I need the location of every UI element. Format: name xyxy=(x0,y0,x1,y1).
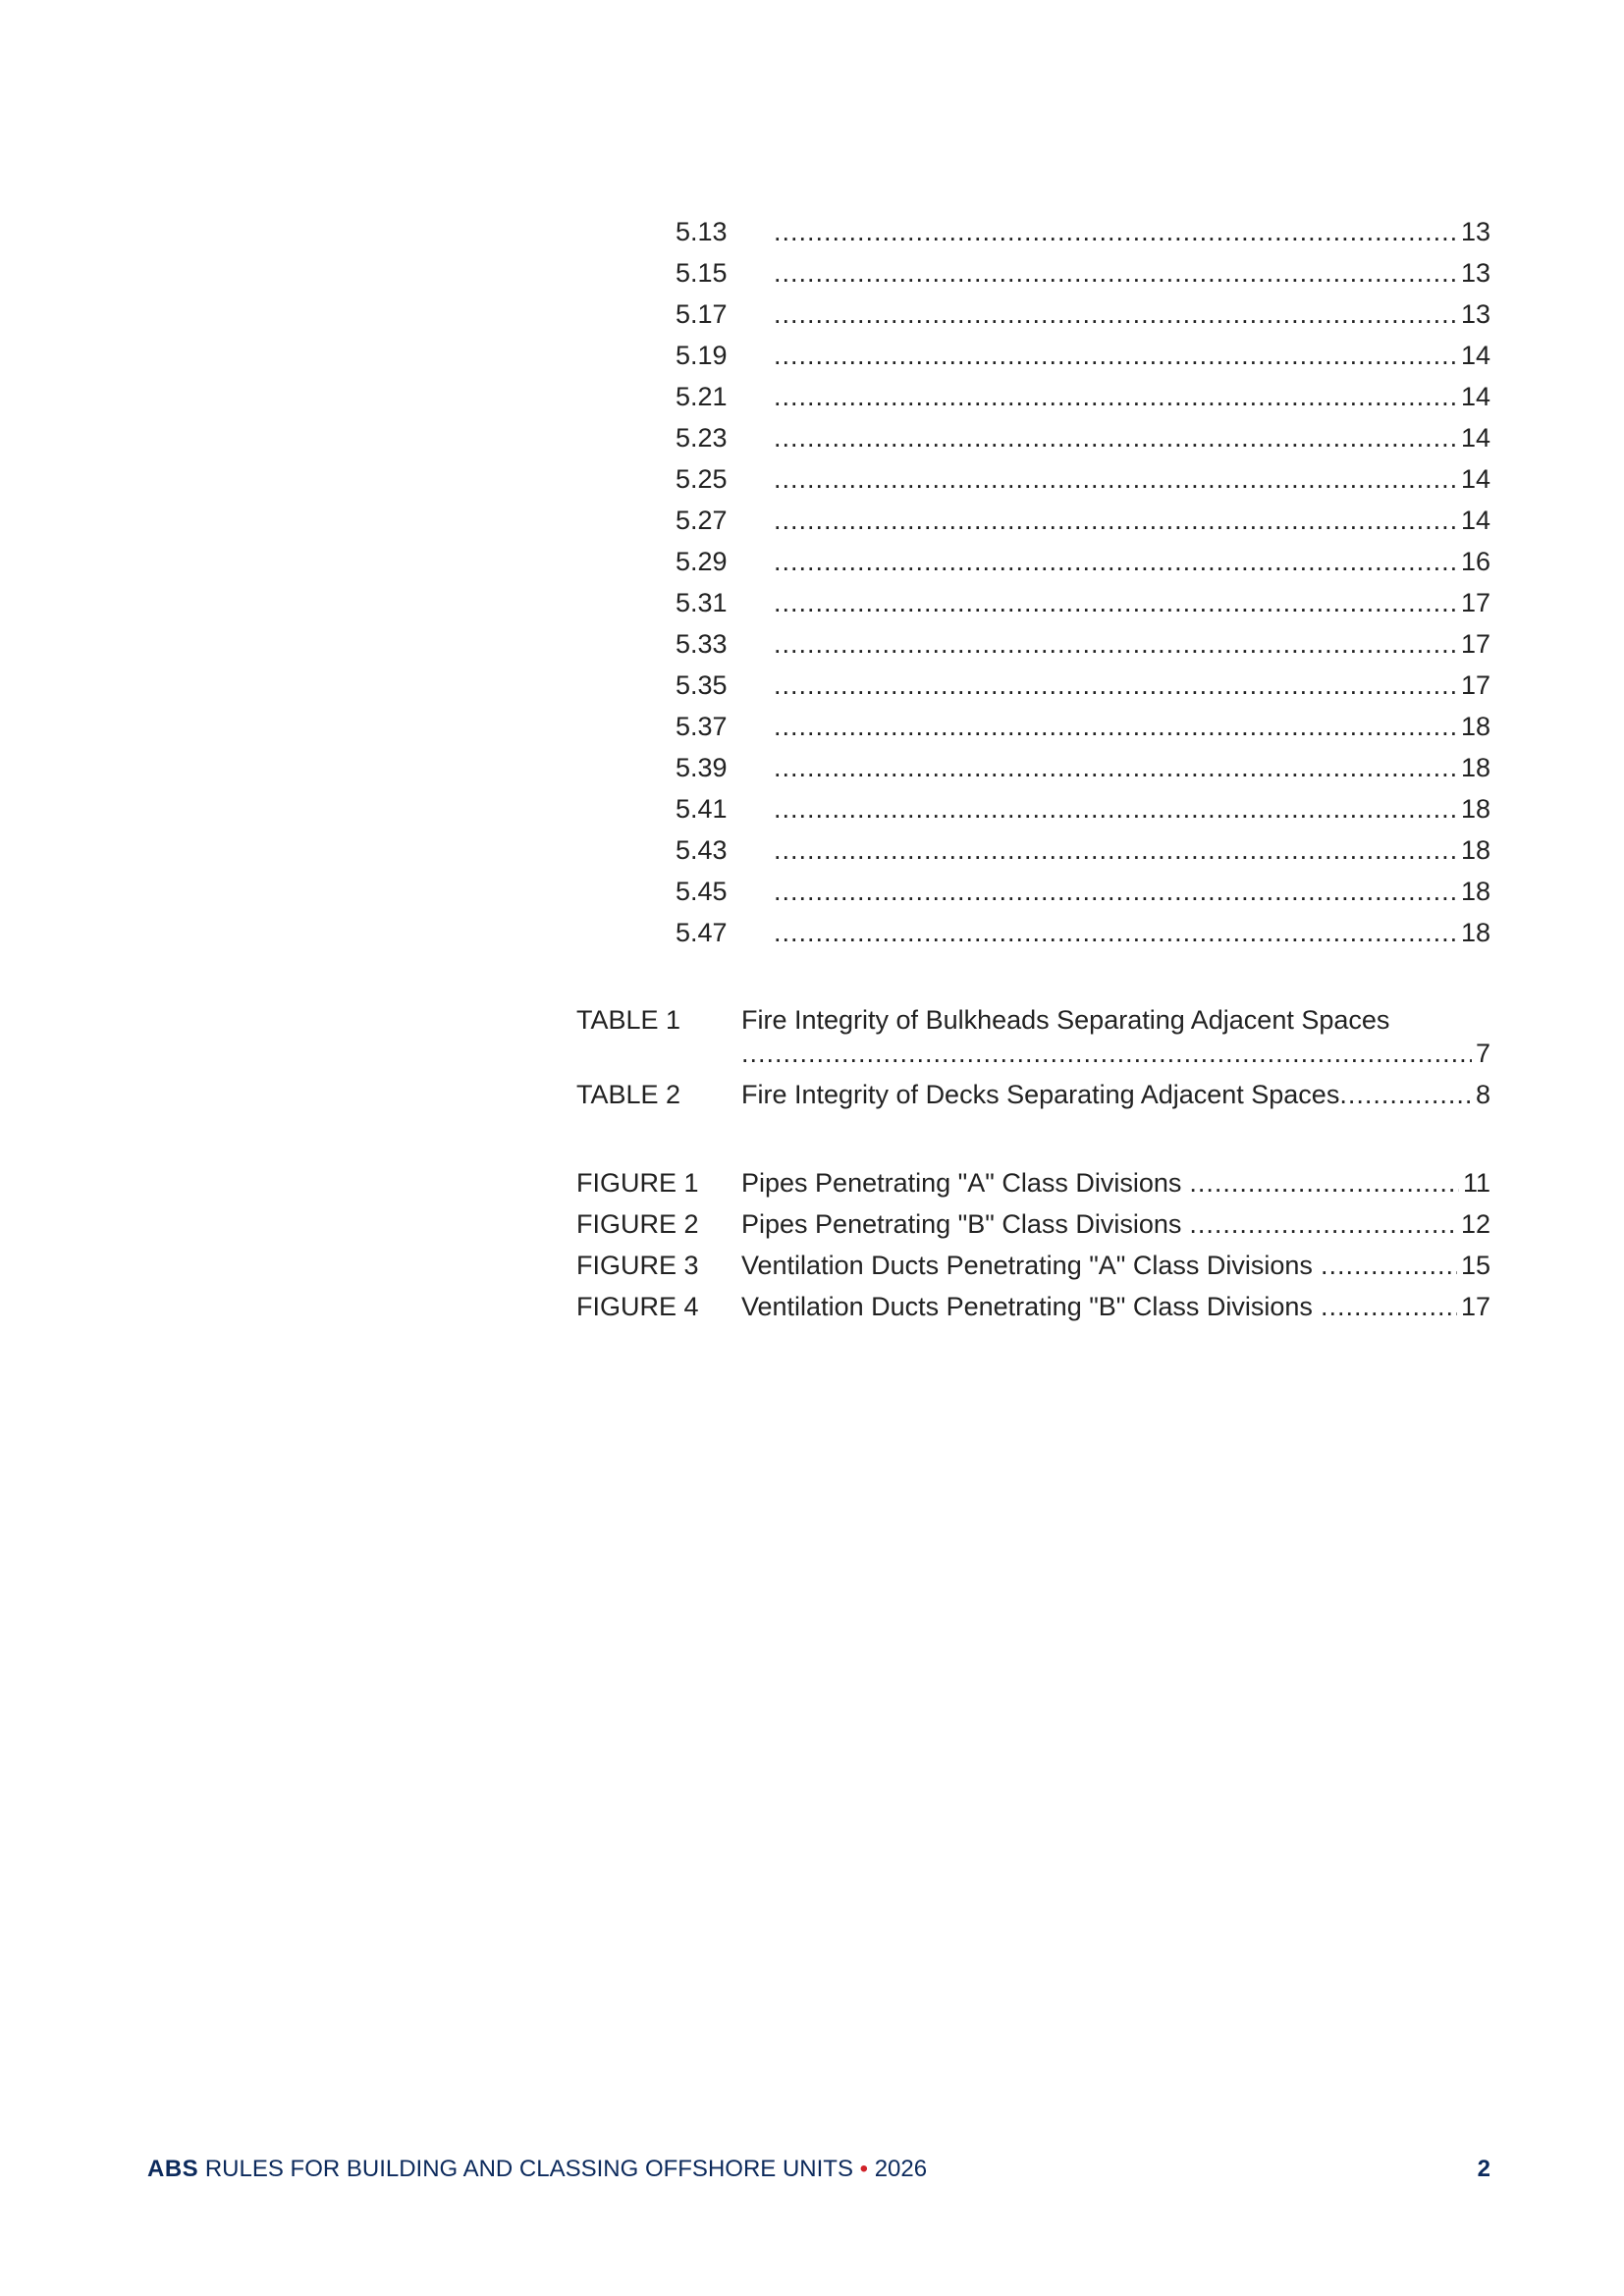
section-number: 5.43 xyxy=(676,835,728,865)
dot-leader xyxy=(774,628,1457,660)
page-reference: 17 xyxy=(1460,588,1490,617)
toc-entry[interactable] xyxy=(676,546,1490,587)
toc-entry[interactable] xyxy=(676,917,1490,958)
figure-title: Pipes Penetrating "B" Class Divisions xyxy=(741,1209,1182,1239)
figure-entry-body xyxy=(741,1249,1490,1282)
toc-entry[interactable] xyxy=(676,257,1490,298)
page-reference: 16 xyxy=(1460,547,1490,576)
page-reference: 18 xyxy=(1460,753,1490,782)
table-entry-line xyxy=(741,1037,1490,1070)
page-reference: 14 xyxy=(1460,506,1490,535)
dot-leader xyxy=(774,422,1457,454)
toc-entry[interactable] xyxy=(676,298,1490,340)
dot-leader xyxy=(774,463,1457,495)
table-title: Fire Integrity of Bulkheads Separating Adjacent Spaces xyxy=(741,1005,1390,1035)
section-number: 5.37 xyxy=(676,712,728,741)
dot-leader xyxy=(774,257,1457,289)
toc-entry[interactable] xyxy=(676,381,1490,422)
toc-entry[interactable] xyxy=(676,876,1490,917)
section-number: 5.29 xyxy=(676,547,728,576)
section-number: 5.45 xyxy=(676,877,728,906)
toc-entry[interactable] xyxy=(676,422,1490,463)
toc-entry[interactable] xyxy=(676,340,1490,381)
page-reference: 17 xyxy=(1460,1292,1490,1321)
figure-entry[interactable] xyxy=(576,1207,1490,1249)
figure-label: FIGURE 2 xyxy=(576,1209,699,1239)
table-title: Fire Integrity of Decks Separating Adjacent Spaces xyxy=(741,1080,1340,1109)
section-number: 5.15 xyxy=(676,258,728,288)
page-reference: 14 xyxy=(1460,382,1490,411)
dot-leader xyxy=(1189,1166,1459,1200)
table-entry[interactable] xyxy=(576,1078,1490,1119)
footer-left xyxy=(147,2156,927,2183)
document-title: RULES FOR BUILDING AND CLASSING OFFSHORE UNITS xyxy=(204,2156,853,2182)
table-entry[interactable] xyxy=(576,1003,1490,1070)
toc-entry[interactable] xyxy=(676,793,1490,834)
figure-label: FIGURE 1 xyxy=(576,1168,699,1198)
page-number: 2 xyxy=(1477,2156,1490,2182)
toc-entry[interactable] xyxy=(676,587,1490,628)
figure-label: FIGURE 4 xyxy=(576,1292,699,1321)
toc-entry[interactable] xyxy=(676,216,1490,257)
section-number: 5.39 xyxy=(676,753,728,782)
brand-logo-text: ABS xyxy=(147,2156,199,2182)
toc-entry[interactable] xyxy=(676,628,1490,669)
page-reference: 18 xyxy=(1460,835,1490,865)
dot-leader xyxy=(774,917,1457,948)
toc-entry[interactable] xyxy=(676,505,1490,546)
section-number: 5.47 xyxy=(676,918,728,947)
list-of-tables xyxy=(576,1003,1490,1119)
section-number: 5.31 xyxy=(676,588,728,617)
page-footer xyxy=(147,2156,1490,2183)
dot-leader xyxy=(774,546,1457,577)
page-reference: 12 xyxy=(1460,1209,1490,1239)
dot-leader xyxy=(774,587,1457,618)
section-number: 5.27 xyxy=(676,506,728,535)
page-reference: 17 xyxy=(1460,670,1490,700)
dot-leader xyxy=(774,505,1457,536)
dot-leader xyxy=(774,669,1457,701)
dot-leader xyxy=(774,216,1457,247)
section-list xyxy=(676,216,1490,958)
page-reference: 15 xyxy=(1460,1251,1490,1280)
toc-entry[interactable] xyxy=(676,834,1490,876)
dot-leader xyxy=(774,340,1457,371)
dot-leader xyxy=(774,834,1457,866)
dot-leader xyxy=(774,752,1457,783)
dot-leader xyxy=(774,298,1457,330)
table-label: TABLE 2 xyxy=(576,1080,681,1109)
page-reference: 18 xyxy=(1460,918,1490,947)
page-reference: 13 xyxy=(1460,258,1490,288)
section-number: 5.41 xyxy=(676,794,728,824)
page-reference: 11 xyxy=(1462,1168,1490,1198)
table-entry-body xyxy=(741,1003,1490,1070)
toc-entry[interactable] xyxy=(676,463,1490,505)
table-entry-body xyxy=(741,1078,1490,1111)
list-of-figures xyxy=(576,1166,1490,1331)
dot-leader xyxy=(774,711,1457,742)
page-reference: 14 xyxy=(1460,464,1490,494)
section-number: 5.21 xyxy=(676,382,728,411)
page-reference: 14 xyxy=(1460,341,1490,370)
dot-leader xyxy=(774,381,1457,412)
table-label: TABLE 1 xyxy=(576,1005,681,1035)
document-year: 2026 xyxy=(874,2156,928,2182)
section-number: 5.25 xyxy=(676,464,728,494)
section-number: 5.33 xyxy=(676,629,728,659)
toc-entry[interactable] xyxy=(676,711,1490,752)
footer-bullet: • xyxy=(859,2156,869,2182)
dot-leader xyxy=(1339,1078,1472,1111)
figure-entry[interactable] xyxy=(576,1290,1490,1331)
page-reference: 18 xyxy=(1460,794,1490,824)
figure-title: Ventilation Ducts Penetrating "B" Class Divisions xyxy=(741,1292,1313,1321)
section-number: 5.19 xyxy=(676,341,728,370)
dot-leader xyxy=(774,876,1457,907)
figure-label: FIGURE 3 xyxy=(576,1251,699,1280)
figure-title: Pipes Penetrating "A" Class Divisions xyxy=(741,1168,1182,1198)
dot-leader xyxy=(774,793,1457,825)
page-reference: 8 xyxy=(1475,1080,1490,1109)
section-number: 5.35 xyxy=(676,670,728,700)
page-reference: 18 xyxy=(1460,712,1490,741)
section-number: 5.13 xyxy=(676,217,728,246)
section-number: 5.17 xyxy=(676,299,728,329)
page-reference: 17 xyxy=(1460,629,1490,659)
figure-entry[interactable] xyxy=(576,1249,1490,1290)
dot-leader xyxy=(1321,1290,1457,1323)
page-reference: 13 xyxy=(1460,217,1490,246)
dot-leader xyxy=(741,1037,1472,1070)
dot-leader xyxy=(1321,1249,1457,1282)
section-number: 5.23 xyxy=(676,423,728,453)
dot-leader xyxy=(1189,1207,1457,1241)
figure-title: Ventilation Ducts Penetrating "A" Class Divisions xyxy=(741,1251,1313,1280)
page-reference: 14 xyxy=(1460,423,1490,453)
figure-entry[interactable] xyxy=(576,1166,1490,1207)
page-reference: 18 xyxy=(1460,877,1490,906)
page-reference: 13 xyxy=(1460,299,1490,329)
page-reference: 7 xyxy=(1475,1039,1490,1068)
toc-entry[interactable] xyxy=(676,669,1490,711)
toc-entry[interactable] xyxy=(676,752,1490,793)
figure-entry-body xyxy=(741,1290,1490,1323)
figure-entry-body xyxy=(741,1207,1490,1241)
figure-entry-body xyxy=(741,1166,1490,1200)
